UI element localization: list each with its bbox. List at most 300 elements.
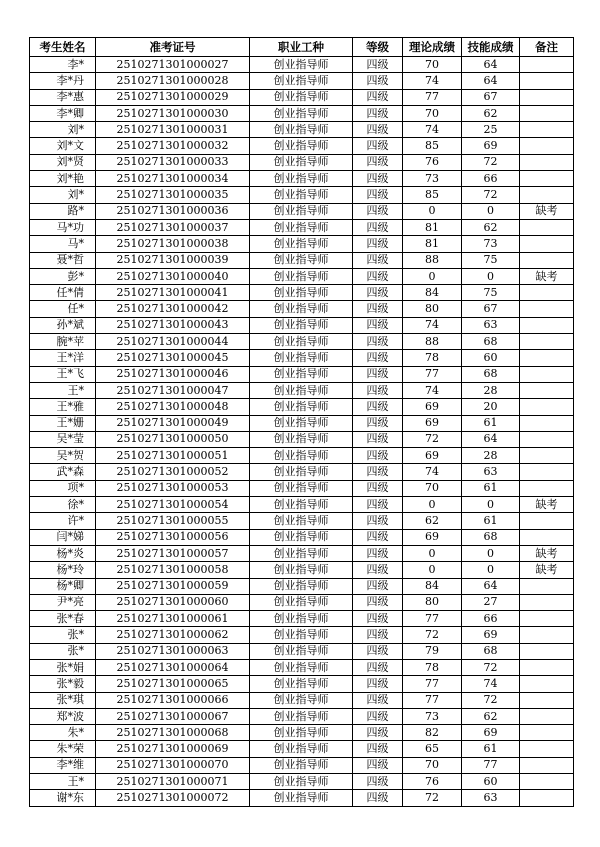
level-cell: 四级 [353,268,403,284]
exam-id-cell: 2510271301000030 [96,105,250,121]
theory-score-cell: 84 [403,285,462,301]
table-row [30,497,574,513]
level-cell: 四级 [353,692,403,708]
job-cell: 创业指导师 [250,529,353,545]
skill-score-cell: 28 [462,448,520,464]
name-cell: 刘* [30,122,96,138]
level-cell: 四级 [353,757,403,773]
table-row [30,399,574,415]
name-cell: 王*洋 [30,350,96,366]
job-cell: 创业指导师 [250,611,353,627]
table-row [30,774,574,790]
name-cell: 尹*亮 [30,594,96,610]
level-cell: 四级 [353,285,403,301]
skill-score-cell: 60 [462,774,520,790]
exam-id-cell: 2510271301000054 [96,497,250,513]
note-cell [520,138,574,154]
job-cell: 创业指导师 [250,252,353,268]
theory-score-cell: 73 [403,171,462,187]
table-row [30,89,574,105]
theory-score-cell: 88 [403,334,462,350]
level-cell: 四级 [353,497,403,513]
name-cell: 马* [30,236,96,252]
job-cell: 创业指导师 [250,105,353,121]
exam-id-cell: 2510271301000042 [96,301,250,317]
job-cell: 创业指导师 [250,415,353,431]
theory-score-cell: 77 [403,611,462,627]
exam-id-cell: 2510271301000038 [96,236,250,252]
job-cell: 创业指导师 [250,464,353,480]
level-cell: 四级 [353,545,403,561]
name-cell: 郑*波 [30,708,96,724]
job-cell: 创业指导师 [250,236,353,252]
table-row [30,252,574,268]
skill-score-cell: 60 [462,350,520,366]
job-cell: 创业指导师 [250,725,353,741]
theory-score-cell: 74 [403,382,462,398]
note-cell [520,692,574,708]
header-exam-id: 准考证号 [96,38,250,57]
job-cell: 创业指导师 [250,334,353,350]
note-cell: 缺考 [520,268,574,284]
note-cell [520,89,574,105]
level-cell: 四级 [353,562,403,578]
exam-id-cell: 2510271301000048 [96,399,250,415]
name-cell: 任* [30,301,96,317]
skill-score-cell: 69 [462,725,520,741]
table-row [30,187,574,203]
exam-id-cell: 2510271301000060 [96,594,250,610]
skill-score-cell: 64 [462,431,520,447]
note-cell [520,334,574,350]
name-cell: 许* [30,513,96,529]
theory-score-cell: 85 [403,138,462,154]
table-row [30,301,574,317]
note-cell [520,594,574,610]
theory-score-cell: 82 [403,725,462,741]
exam-id-cell: 2510271301000071 [96,774,250,790]
skill-score-cell: 68 [462,366,520,382]
theory-score-cell: 72 [403,431,462,447]
skill-score-cell: 0 [462,497,520,513]
exam-id-cell: 2510271301000065 [96,676,250,692]
level-cell: 四级 [353,301,403,317]
theory-score-cell: 81 [403,219,462,235]
theory-score-cell: 77 [403,89,462,105]
table-row [30,790,574,806]
exam-id-cell: 2510271301000053 [96,480,250,496]
level-cell: 四级 [353,73,403,89]
table-row [30,105,574,121]
header-row [30,38,574,57]
exam-id-cell: 2510271301000045 [96,350,250,366]
table-row [30,448,574,464]
name-cell: 王*飞 [30,366,96,382]
skill-score-cell: 63 [462,464,520,480]
level-cell: 四级 [353,741,403,757]
skill-score-cell: 68 [462,529,520,545]
skill-score-cell: 67 [462,301,520,317]
theory-score-cell: 69 [403,529,462,545]
level-cell: 四级 [353,105,403,121]
level-cell: 四级 [353,366,403,382]
name-cell: 李* [30,57,96,73]
exam-id-cell: 2510271301000063 [96,643,250,659]
table-row [30,73,574,89]
exam-id-cell: 2510271301000027 [96,57,250,73]
exam-id-cell: 2510271301000031 [96,122,250,138]
skill-score-cell: 72 [462,154,520,170]
level-cell: 四级 [353,448,403,464]
name-cell: 聂*哲 [30,252,96,268]
exam-id-cell: 2510271301000041 [96,285,250,301]
name-cell: 李*丹 [30,73,96,89]
table-row [30,594,574,610]
job-cell: 创业指导师 [250,366,353,382]
level-cell: 四级 [353,627,403,643]
skill-score-cell: 72 [462,659,520,675]
skill-score-cell: 0 [462,203,520,219]
name-cell: 张*琪 [30,692,96,708]
note-cell [520,285,574,301]
exam-id-cell: 2510271301000069 [96,741,250,757]
theory-score-cell: 65 [403,741,462,757]
table-row [30,122,574,138]
theory-score-cell: 77 [403,676,462,692]
level-cell: 四级 [353,399,403,415]
table-row [30,334,574,350]
theory-score-cell: 0 [403,497,462,513]
skill-score-cell: 69 [462,627,520,643]
theory-score-cell: 74 [403,73,462,89]
note-cell [520,317,574,333]
note-cell [520,480,574,496]
job-cell: 创业指导师 [250,480,353,496]
level-cell: 四级 [353,171,403,187]
exam-id-cell: 2510271301000028 [96,73,250,89]
name-cell: 张* [30,643,96,659]
table-row [30,562,574,578]
name-cell: 项* [30,480,96,496]
level-cell: 四级 [353,219,403,235]
score-table [29,37,574,807]
level-cell: 四级 [353,431,403,447]
level-cell: 四级 [353,659,403,675]
table-row [30,57,574,73]
table-row [30,285,574,301]
level-cell: 四级 [353,578,403,594]
name-cell: 张*春 [30,611,96,627]
note-cell [520,122,574,138]
table-row [30,415,574,431]
name-cell: 吴*贺 [30,448,96,464]
name-cell: 腕*苹 [30,334,96,350]
name-cell: 路* [30,203,96,219]
name-cell: 王*雅 [30,399,96,415]
level-cell: 四级 [353,480,403,496]
exam-id-cell: 2510271301000035 [96,187,250,203]
job-cell: 创业指导师 [250,350,353,366]
job-cell: 创业指导师 [250,138,353,154]
exam-id-cell: 2510271301000047 [96,382,250,398]
exam-id-cell: 2510271301000067 [96,708,250,724]
table-row [30,464,574,480]
level-cell: 四级 [353,513,403,529]
theory-score-cell: 62 [403,513,462,529]
table-row [30,545,574,561]
table-row [30,219,574,235]
exam-id-cell: 2510271301000040 [96,268,250,284]
job-cell: 创业指导师 [250,268,353,284]
skill-score-cell: 61 [462,480,520,496]
job-cell: 创业指导师 [250,578,353,594]
note-cell [520,382,574,398]
exam-id-cell: 2510271301000056 [96,529,250,545]
level-cell: 四级 [353,708,403,724]
exam-id-cell: 2510271301000050 [96,431,250,447]
job-cell: 创业指导师 [250,741,353,757]
exam-id-cell: 2510271301000064 [96,659,250,675]
skill-score-cell: 72 [462,187,520,203]
skill-score-cell: 0 [462,545,520,561]
note-cell [520,708,574,724]
note-cell [520,187,574,203]
theory-score-cell: 80 [403,594,462,610]
theory-score-cell: 73 [403,708,462,724]
note-cell [520,513,574,529]
header-name: 考生姓名 [30,38,96,57]
theory-score-cell: 70 [403,757,462,773]
skill-score-cell: 62 [462,708,520,724]
note-cell [520,659,574,675]
name-cell: 张* [30,627,96,643]
name-cell: 王* [30,774,96,790]
theory-score-cell: 72 [403,790,462,806]
theory-score-cell: 74 [403,317,462,333]
level-cell: 四级 [353,594,403,610]
note-cell [520,611,574,627]
theory-score-cell: 72 [403,627,462,643]
note-cell [520,399,574,415]
theory-score-cell: 80 [403,301,462,317]
skill-score-cell: 63 [462,790,520,806]
note-cell [520,464,574,480]
note-cell [520,105,574,121]
exam-id-cell: 2510271301000070 [96,757,250,773]
exam-id-cell: 2510271301000061 [96,611,250,627]
name-cell: 刘*艳 [30,171,96,187]
name-cell: 杨*炎 [30,545,96,561]
name-cell: 刘* [30,187,96,203]
theory-score-cell: 69 [403,448,462,464]
note-cell: 缺考 [520,203,574,219]
job-cell: 创业指导师 [250,203,353,219]
theory-score-cell: 69 [403,399,462,415]
note-cell [520,774,574,790]
exam-id-cell: 2510271301000068 [96,725,250,741]
job-cell: 创业指导师 [250,57,353,73]
skill-score-cell: 63 [462,317,520,333]
exam-id-cell: 2510271301000059 [96,578,250,594]
level-cell: 四级 [353,334,403,350]
header-theory-score: 理论成绩 [403,38,462,57]
note-cell [520,725,574,741]
table-row [30,317,574,333]
theory-score-cell: 88 [403,252,462,268]
job-cell: 创业指导师 [250,154,353,170]
level-cell: 四级 [353,57,403,73]
theory-score-cell: 76 [403,154,462,170]
exam-id-cell: 2510271301000043 [96,317,250,333]
name-cell: 李*维 [30,757,96,773]
level-cell: 四级 [353,725,403,741]
name-cell: 吴*莹 [30,431,96,447]
table-row [30,366,574,382]
note-cell [520,643,574,659]
job-cell: 创业指导师 [250,89,353,105]
job-cell: 创业指导师 [250,676,353,692]
job-cell: 创业指导师 [250,285,353,301]
theory-score-cell: 69 [403,415,462,431]
table-row [30,725,574,741]
note-cell [520,236,574,252]
name-cell: 张*毅 [30,676,96,692]
skill-score-cell: 64 [462,57,520,73]
name-cell: 徐* [30,497,96,513]
note-cell [520,627,574,643]
theory-score-cell: 78 [403,350,462,366]
name-cell: 刘*文 [30,138,96,154]
note-cell [520,57,574,73]
theory-score-cell: 0 [403,562,462,578]
exam-id-cell: 2510271301000036 [96,203,250,219]
job-cell: 创业指导师 [250,317,353,333]
skill-score-cell: 66 [462,611,520,627]
table-body [30,57,574,807]
theory-score-cell: 79 [403,643,462,659]
note-cell: 缺考 [520,562,574,578]
note-cell [520,578,574,594]
skill-score-cell: 28 [462,382,520,398]
job-cell: 创业指导师 [250,382,353,398]
skill-score-cell: 27 [462,594,520,610]
skill-score-cell: 74 [462,676,520,692]
job-cell: 创业指导师 [250,122,353,138]
theory-score-cell: 0 [403,268,462,284]
level-cell: 四级 [353,317,403,333]
table-row [30,431,574,447]
skill-score-cell: 75 [462,285,520,301]
job-cell: 创业指导师 [250,73,353,89]
header-level: 等级 [353,38,403,57]
level-cell: 四级 [353,350,403,366]
level-cell: 四级 [353,676,403,692]
name-cell: 任*倩 [30,285,96,301]
exam-id-cell: 2510271301000062 [96,627,250,643]
job-cell: 创业指导师 [250,774,353,790]
job-cell: 创业指导师 [250,399,353,415]
name-cell: 张*娟 [30,659,96,675]
theory-score-cell: 70 [403,480,462,496]
table-row [30,627,574,643]
skill-score-cell: 64 [462,73,520,89]
name-cell: 朱*荣 [30,741,96,757]
exam-id-cell: 2510271301000033 [96,154,250,170]
name-cell: 朱* [30,725,96,741]
theory-score-cell: 70 [403,57,462,73]
note-cell [520,301,574,317]
table-row [30,741,574,757]
job-cell: 创业指导师 [250,643,353,659]
exam-id-cell: 2510271301000044 [96,334,250,350]
note-cell [520,415,574,431]
name-cell: 孙*斌 [30,317,96,333]
note-cell [520,219,574,235]
exam-id-cell: 2510271301000034 [96,171,250,187]
exam-id-cell: 2510271301000029 [96,89,250,105]
skill-score-cell: 68 [462,643,520,659]
exam-id-cell: 2510271301000051 [96,448,250,464]
theory-score-cell: 77 [403,366,462,382]
note-cell [520,73,574,89]
exam-id-cell: 2510271301000066 [96,692,250,708]
table-row [30,154,574,170]
job-cell: 创业指导师 [250,659,353,675]
skill-score-cell: 20 [462,399,520,415]
table-row [30,708,574,724]
job-cell: 创业指导师 [250,757,353,773]
skill-score-cell: 61 [462,741,520,757]
table-row [30,513,574,529]
header-skill-score: 技能成绩 [462,38,520,57]
table-row [30,529,574,545]
theory-score-cell: 81 [403,236,462,252]
skill-score-cell: 66 [462,171,520,187]
exam-id-cell: 2510271301000032 [96,138,250,154]
note-cell [520,741,574,757]
table-row [30,203,574,219]
name-cell: 谢*东 [30,790,96,806]
level-cell: 四级 [353,790,403,806]
level-cell: 四级 [353,187,403,203]
theory-score-cell: 0 [403,545,462,561]
job-cell: 创业指导师 [250,708,353,724]
skill-score-cell: 0 [462,268,520,284]
level-cell: 四级 [353,611,403,627]
skill-score-cell: 67 [462,89,520,105]
level-cell: 四级 [353,122,403,138]
job-cell: 创业指导师 [250,790,353,806]
table-row [30,676,574,692]
table-row [30,138,574,154]
table-row [30,611,574,627]
level-cell: 四级 [353,203,403,219]
table-row [30,268,574,284]
level-cell: 四级 [353,252,403,268]
exam-id-cell: 2510271301000049 [96,415,250,431]
skill-score-cell: 64 [462,578,520,594]
table-row [30,350,574,366]
exam-id-cell: 2510271301000039 [96,252,250,268]
level-cell: 四级 [353,382,403,398]
table-row [30,236,574,252]
name-cell: 马*功 [30,219,96,235]
name-cell: 王* [30,382,96,398]
name-cell: 刘*贤 [30,154,96,170]
job-cell: 创业指导师 [250,627,353,643]
note-cell [520,350,574,366]
note-cell [520,529,574,545]
